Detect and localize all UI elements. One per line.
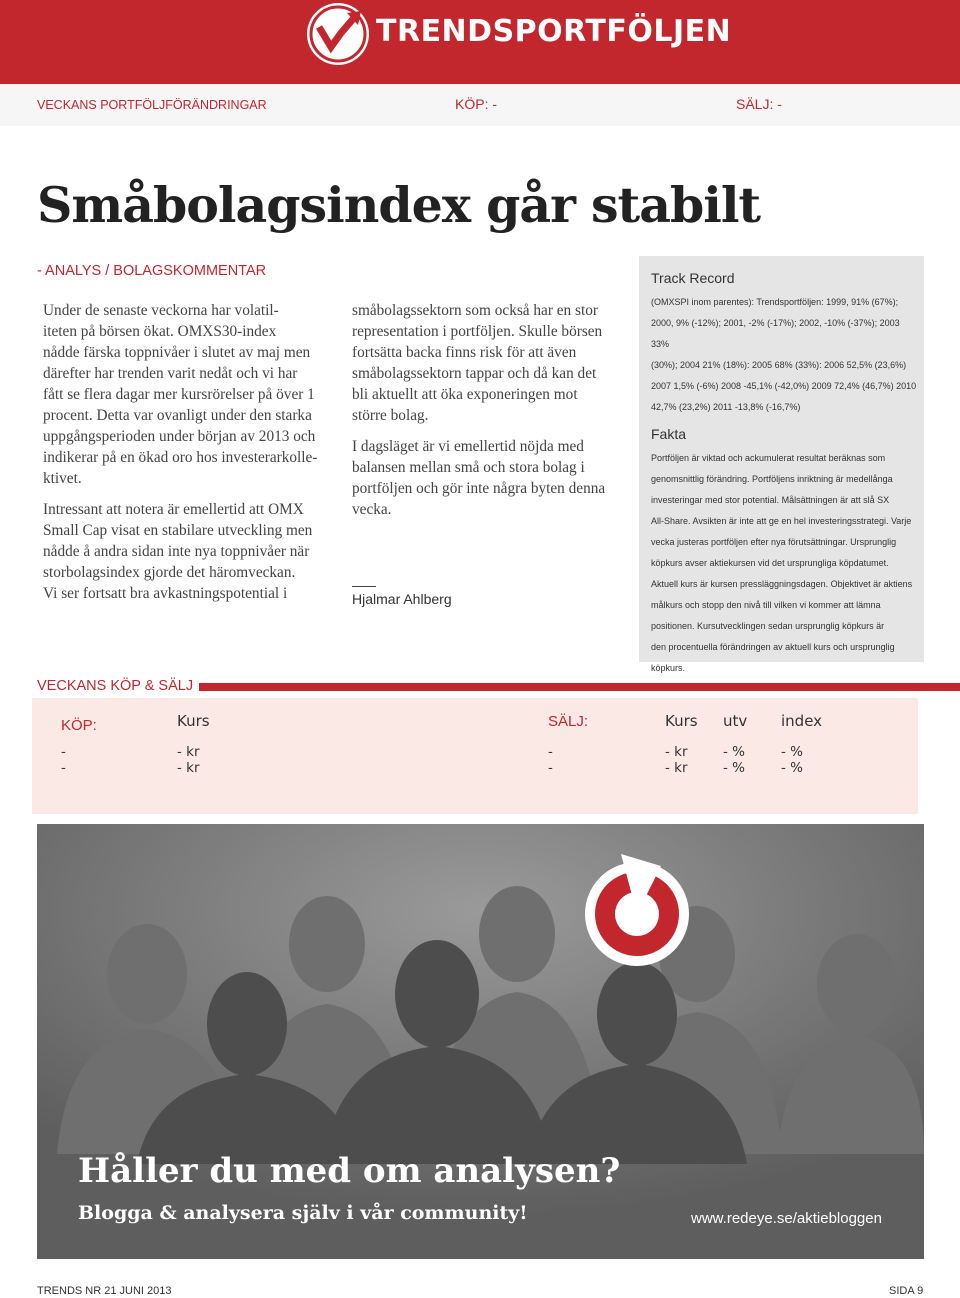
sell-index-header: index [781, 712, 823, 730]
article-category: - ANALYS / BOLAGSKOMMENTAR [37, 263, 267, 279]
fakta-line: målkurs och stopp den nivå till vilken vi kommer att lämna [651, 600, 881, 610]
fakta-line: köpkurs avser aktiekursen vid det ursprungliga köpdatumet. [651, 558, 889, 568]
article-column-1 [43, 300, 328, 614]
sell-row-kurs: - kr [665, 760, 688, 776]
paragraph: småbolagssektorn som också har en stor representation i portföljen. Skulle börsen fortsätta backa finns risk för att även småbolagssektorn tappar och då kan det bli aktuellt att öka exponeringen mot större bolag. [352, 302, 603, 424]
banner-subline: Blogga & analysera själv i vår community! [78, 1202, 528, 1224]
fakta-line: genomsnittlig förändring. Portföljens inriktning är medellånga [651, 474, 893, 484]
buy-row-kurs: - kr [177, 760, 200, 776]
signature-rule [352, 586, 376, 587]
sell-row-utv: - % [723, 744, 745, 760]
trades-box [32, 698, 918, 814]
fakta-line: All-Share. Avsikten är inte att ge en hel investeringsstrategi. Varje [651, 516, 912, 526]
fakta-line: Aktuell kurs är kursen pressläggningsdagen. Objektivet är aktiens [651, 579, 913, 589]
buy-label: KÖP: [61, 717, 97, 734]
target-silhouettes-icon [37, 824, 924, 1259]
changes-buy: KÖP: - [455, 96, 498, 112]
changes-label: VECKANS PORTFÖLJFÖRÄNDRINGAR [37, 98, 267, 112]
fakta-line: Portföljen är viktad och ackumulerat resultat beräknas som [651, 453, 886, 463]
sell-label: SÄLJ: [548, 713, 589, 730]
fakta-text [651, 448, 918, 679]
banner-headline: Håller du med om analysen? [78, 1151, 621, 1191]
fakta-line: den procentuella förändringen av aktuell kurs och ursprunglig [651, 642, 895, 652]
banner-url-link[interactable]: www.redeye.se/aktiebloggen [691, 1210, 882, 1227]
sell-row-name: - [548, 760, 553, 776]
track-record-line: 42,7% (23,2%) 2011 -13,8% (-16,7%) [651, 402, 801, 412]
community-banner[interactable] [37, 824, 924, 1259]
track-record-line: 2007 1,5% (-6%) 2008 -45,1% (-42,0%) 2009 72,4% (46,7%) 2010 [651, 381, 917, 391]
paragraph: Under de senaste veckorna har volatil- iteten på börsen ökat. OMXS30-index nådde färska toppnivåer i slutet av maj men därefter har trenden varit nedåt och vi har fått se flera dagar mer kursrörelser på över 1 procent. Detta var ovanligt under den starka uppgångsperioden under början av 2013 och indikerar på en ökad oro hos investerarkolle- ktivet. [43, 302, 318, 487]
buy-row-name: - [61, 744, 66, 760]
fakta-line: investeringar med stor potential. Målsättningen är att slå SX [651, 495, 890, 505]
footer-page-number: SIDA 9 [889, 1285, 924, 1297]
track-record-text [651, 292, 918, 418]
sell-row-utv: - % [723, 760, 745, 776]
trades-title: VECKANS KÖP & SÄLJ [37, 678, 194, 694]
paragraph: Intressant att notera är emellertid att OMX Small Cap visat en stabilare utveckling men nådde å andra sidan inte nya toppnivåer när storbolagsindex gjorde det häromveckan. Vi ser fortsatt bra avkastningspotential i [43, 501, 313, 602]
paragraph: I dagsläget är vi emellertid nöjda med balansen mellan små och stora bolag i portföljen och gör inte några byten denna vecka. [352, 438, 606, 518]
buy-row-kurs: - kr [177, 744, 200, 760]
sell-row-kurs: - kr [665, 744, 688, 760]
sell-row-index: - % [781, 744, 803, 760]
masthead [0, 0, 960, 84]
buy-kurs-header: Kurs [177, 712, 210, 730]
article-column-2 [352, 300, 624, 530]
track-record-line: 2000, 9% (-12%); 2001, -2% (-17%); 2002, -10% (-37%); 2003 33% [651, 318, 900, 349]
trades-rule [199, 683, 960, 691]
portfolio-changes-bar [0, 84, 960, 126]
sell-row-name: - [548, 744, 553, 760]
fakta-title: Fakta [651, 426, 687, 442]
footer-issue: TRENDS NR 21 JUNI 2013 [37, 1285, 172, 1297]
changes-sell: SÄLJ: - [736, 96, 782, 112]
buy-row-name: - [61, 760, 66, 776]
article-title: Småbolagsindex går stabilt [37, 176, 761, 234]
track-record-line: (30%); 2004 21% (18%): 2005 68% (33%): 2006 52,5% (23,6%) [651, 360, 907, 370]
author-signature: Hjalmar Ahlberg [352, 591, 452, 607]
info-sidebar [639, 256, 924, 673]
fakta-line: vecka justeras portföljen efter nya förutsättningar. Ursprunglig [651, 537, 897, 547]
track-record-title: Track Record [651, 270, 735, 286]
sell-kurs-header: Kurs [665, 712, 698, 730]
fakta-line: köpkurs. [651, 663, 686, 673]
sell-utv-header: utv [723, 712, 748, 730]
sell-row-index: - % [781, 760, 803, 776]
fakta-line: positionen. Kursutvecklingen sedan ursprunglig köpkurs är [651, 621, 885, 631]
brand-name: TRENDSPORTFÖLJEN [376, 14, 732, 49]
track-record-line: (OMXSPI inom parentes): Trendsportföljen: 1999, 91% (67%); [651, 297, 899, 307]
trend-arrow-icon [307, 3, 369, 65]
